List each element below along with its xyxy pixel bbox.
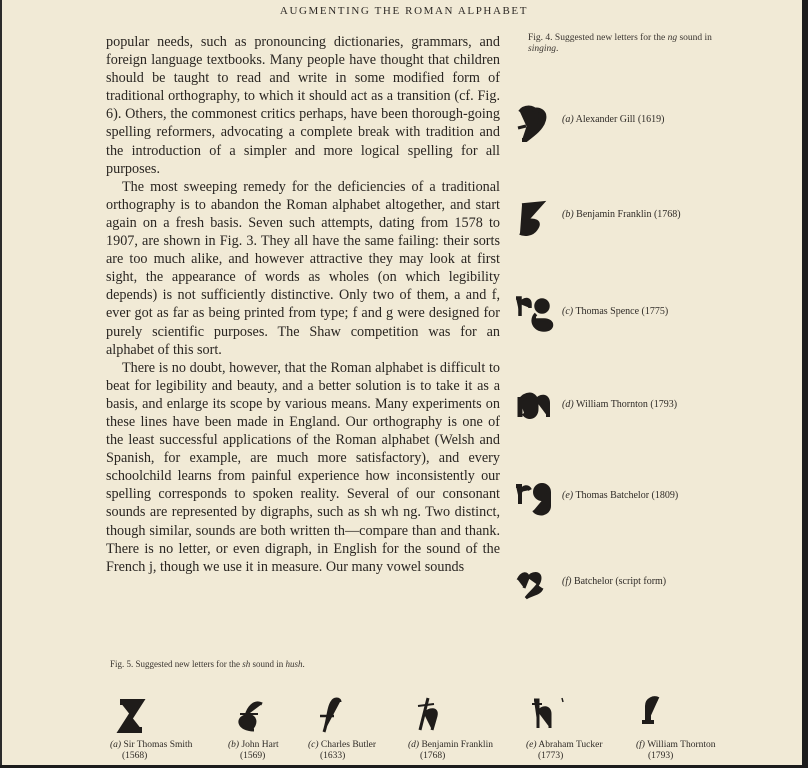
tucker-sh-glyph (526, 690, 586, 740)
fig5-caption-end: . (302, 659, 305, 669)
fig5-name-e (526, 740, 603, 751)
fig4-name-a: Alexander Gill (1619) (575, 114, 665, 125)
fig4-caption-word: singing (528, 44, 556, 54)
fig5-name-f (636, 740, 716, 751)
fig5-index-a: (a) (110, 740, 122, 750)
fig5-caption-word: hush (285, 659, 303, 669)
fig5-year-f: (1793) (648, 751, 674, 761)
fig5-year-d: (1768) (420, 751, 446, 761)
thornton-sh-glyph (636, 690, 696, 740)
fig5-index-d: (d) (408, 740, 420, 750)
fig4-label-e (562, 490, 678, 501)
fig5-label-a: Sir Thomas Smith (123, 740, 193, 750)
fig5-name-a (110, 740, 192, 751)
fig4-caption-mid: sound in (677, 33, 712, 43)
page-edge-left (0, 0, 2, 768)
fig4-caption-ng: ng (667, 33, 678, 43)
fig5-entry-a (110, 690, 192, 762)
fig4-index-b: (b) (562, 209, 574, 220)
franklin-sh-glyph (408, 690, 468, 740)
body-paragraph-3: There is no doubt, however, that the Roman alphabet is difficult to beat for legibility and beauty, and a better solution is to take it as a basis, and enlarge its scope by various means. Many experiments on these lines have been made in England. Our orthography is one of the least successful applications of the Roman alphabet (Welsh and Spanish, for example, are much more satisfactory), and every schoolchild learns from painful experience how inconsistently our spelling corresponds to spoken reality. Several of our consonant sounds are represented by digraphs, such as sh wh ng. Two distinct, though similar, sounds are both written th—compare than and thank. There is no letter, or even digraph, in English for the sound of the French j, though we use it in measure. Our many vowel sounds (106, 359, 500, 575)
fig5-name-b (228, 740, 288, 751)
fig5-entry-e (526, 690, 603, 762)
fig5-entry-f (636, 690, 716, 762)
fig5-index-e: (e) (526, 740, 537, 750)
fig5-year-b: (1569) (240, 751, 266, 761)
fig5-year-e: (1773) (538, 751, 564, 761)
fig4-index-f: (f) (562, 576, 572, 587)
fig4-index-a: (a) (562, 114, 574, 125)
fig5-caption-sh: sh (242, 659, 251, 669)
running-head-text: AUGMENTING THE ROMAN ALPHABET (279, 5, 529, 17)
fig5-index-b: (b) (228, 740, 240, 750)
fig4-name-c: Thomas Spence (1775) (575, 306, 669, 317)
fig4-name-d: William Thornton (1793) (576, 399, 678, 410)
thornton-ng-glyph (512, 387, 558, 427)
hart-sh-glyph (228, 690, 288, 740)
butler-sh-glyph (308, 690, 368, 740)
fig5-entry-d (408, 690, 493, 762)
fig4-name-e: Thomas Batchelor (1809) (575, 490, 679, 501)
fig4-name-b: Benjamin Franklin (1768) (576, 209, 681, 220)
fig5-entry-b (228, 690, 288, 762)
fig4-label-b (562, 209, 681, 220)
fig5-name-c (308, 740, 376, 751)
fig4-label-c (562, 306, 668, 317)
fig4-index-c: (c) (562, 306, 574, 317)
running-head (0, 5, 808, 17)
body-text (106, 33, 500, 576)
fig4-caption (528, 33, 728, 55)
smith-sh-glyph (110, 690, 170, 740)
batchelor-ng-glyph (512, 478, 558, 518)
batchelor-script-ng-glyph (512, 564, 558, 604)
fig5-entry-c (308, 690, 376, 762)
gill-ng-glyph (512, 102, 558, 142)
fig5-label-e: Abraham Tucker (538, 740, 603, 750)
fig5-name-d (408, 740, 493, 751)
fig5-index-c: (c) (308, 740, 319, 750)
fig5-year-a: (1568) (122, 751, 148, 761)
fig5-label-f: William Thornton (647, 740, 716, 750)
fig5-caption (110, 659, 305, 669)
fig4-label-a (562, 114, 665, 125)
fig5-caption-lead: Fig. 5. Suggested new letters for the (110, 659, 243, 669)
fig5-label-b: John Hart (241, 740, 279, 750)
fig4-caption-lead: Fig. 4. Suggested new letters for the (528, 33, 668, 43)
fig5-label-c: Charles Butler (320, 740, 377, 750)
fig5-label-d: Benjamin Franklin (421, 740, 493, 750)
page-edge-right (802, 0, 808, 768)
fig4-name-f: Batchelor (script form) (573, 576, 667, 587)
body-paragraph-1: popular needs, such as pronouncing dictionaries, grammars, and foreign language textbooks. Many people have thought that children should be taught to read and write in some modified form of traditional orthography, to which it should act as a transition (cf. Fig. 6). Others, the commonest critics perhaps, have been thorough-going spelling reformers, advocating a complete break with tradition and the introduction of a simpler and more logical spelling for all purposes. (106, 34, 500, 177)
fig5-year-c: (1633) (320, 751, 346, 761)
fig4-label-f (562, 576, 666, 587)
spence-ng-glyph (512, 294, 558, 334)
fig4-index-e: (e) (562, 490, 574, 501)
franklin-ng-glyph (512, 197, 558, 237)
fig4-caption-end: . (555, 44, 559, 54)
fig5-caption-mid: sound in (250, 659, 286, 669)
body-paragraph-2: The most sweeping remedy for the deficiencies of a traditional orthography is to abandon the Roman alphabet altogether, and start again on a fresh basis. Seven such attempts, dating from 1578 to 1907, are shown in Fig. 3. They all have the same failing: their sorts are too much alike, and however attractive they may look at first sight, the appearance of words as wholes (on which legibility depends) is not sufficiently distinctive. Only two of them, a and f, ever got as far as being printed from type; f and g were designed for purely scientific purposes. The Shaw competition was for an alphabet of this sort. (106, 178, 500, 358)
fig4-index-d: (d) (562, 399, 574, 410)
fig5-index-f: (f) (636, 740, 645, 750)
fig4-label-d (562, 399, 677, 410)
